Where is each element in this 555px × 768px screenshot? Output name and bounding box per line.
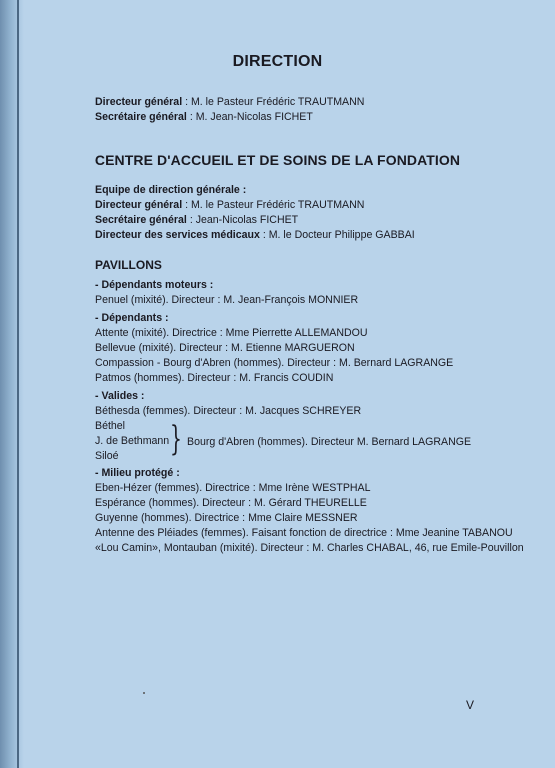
list-item: Penuel (mixité). Directeur : M. Jean-François MONNIER [95, 294, 359, 306]
list-item: Compassion - Bourg d'Abren (hommes). Directeur : M. Bernard LAGRANGE [95, 357, 454, 369]
value: : M. le Pasteur Frédéric TRAUTMANN [182, 96, 365, 108]
list-item: Guyenne (hommes). Directrice : Mme Claire MESSNER [95, 512, 358, 524]
label: Secrétaire général [95, 214, 187, 226]
direction-line-2 [95, 111, 313, 123]
list-item: Béthesda (femmes). Directeur : M. Jacques SCHREYER [95, 405, 362, 417]
valides-heading: - Valides : [95, 390, 145, 402]
brace-icon: } [170, 419, 182, 459]
group-item: Siloé [95, 450, 119, 462]
value: : M. Jean-Nicolas FICHET [186, 111, 313, 123]
list-item: «Lou Camin», Montauban (mixité). Directeur : M. Charles CHABAL, 46, rue Emile-Pouvillon [95, 542, 524, 554]
equipe-line-1 [95, 199, 364, 211]
pavillons-heading: PAVILLONS [95, 258, 162, 272]
paper-speck [143, 692, 145, 694]
label: Directeur général [95, 96, 183, 108]
list-item: Antenne des Pléiades (femmes). Faisant fonction de directrice : Mme Jeanine TABANOU [95, 527, 513, 539]
dependants-heading: - Dépendants : [95, 312, 169, 324]
list-item: Bellevue (mixité). Directeur : M. Etienne MARGUERON [95, 342, 355, 354]
value: : M. le Docteur Philippe GABBAI [259, 229, 415, 241]
equipe-heading: Equipe de direction générale : [95, 184, 247, 196]
value: : Jean-Nicolas FICHET [186, 214, 299, 226]
list-item: Eben-Hézer (femmes). Directrice : Mme Irène WESTPHAL [95, 482, 371, 494]
group-item: J. de Bethmann [95, 435, 170, 447]
page-number: V [466, 698, 475, 712]
page-title: DIRECTION [232, 53, 323, 70]
milieu-heading: - Milieu protégé : [95, 467, 180, 479]
value: : M. le Pasteur Frédéric TRAUTMANN [182, 199, 365, 211]
group-description: Bourg d'Abren (hommes). Directeur M. Bernard LAGRANGE [187, 436, 472, 448]
label: Directeur général [95, 199, 183, 211]
equipe-line-2 [95, 214, 298, 226]
section-title: CENTRE D'ACCUEIL ET DE SOINS DE LA FONDATION [94, 152, 461, 168]
list-item: Espérance (hommes). Directeur : M. Gérard THEURELLE [95, 497, 367, 509]
equipe-line-3 [95, 229, 415, 241]
group-item: Béthel [95, 420, 126, 432]
label: Directeur des services médicaux [95, 229, 260, 241]
dep-moteurs-heading: - Dépendants moteurs : [95, 279, 214, 291]
list-item: Attente (mixité). Directrice : Mme Pierrette ALLEMANDOU [95, 327, 368, 339]
list-item: Patmos (hommes). Directeur : M. Francis COUDIN [95, 372, 334, 384]
direction-line-1 [95, 96, 364, 108]
label: Secrétaire général [95, 111, 187, 123]
